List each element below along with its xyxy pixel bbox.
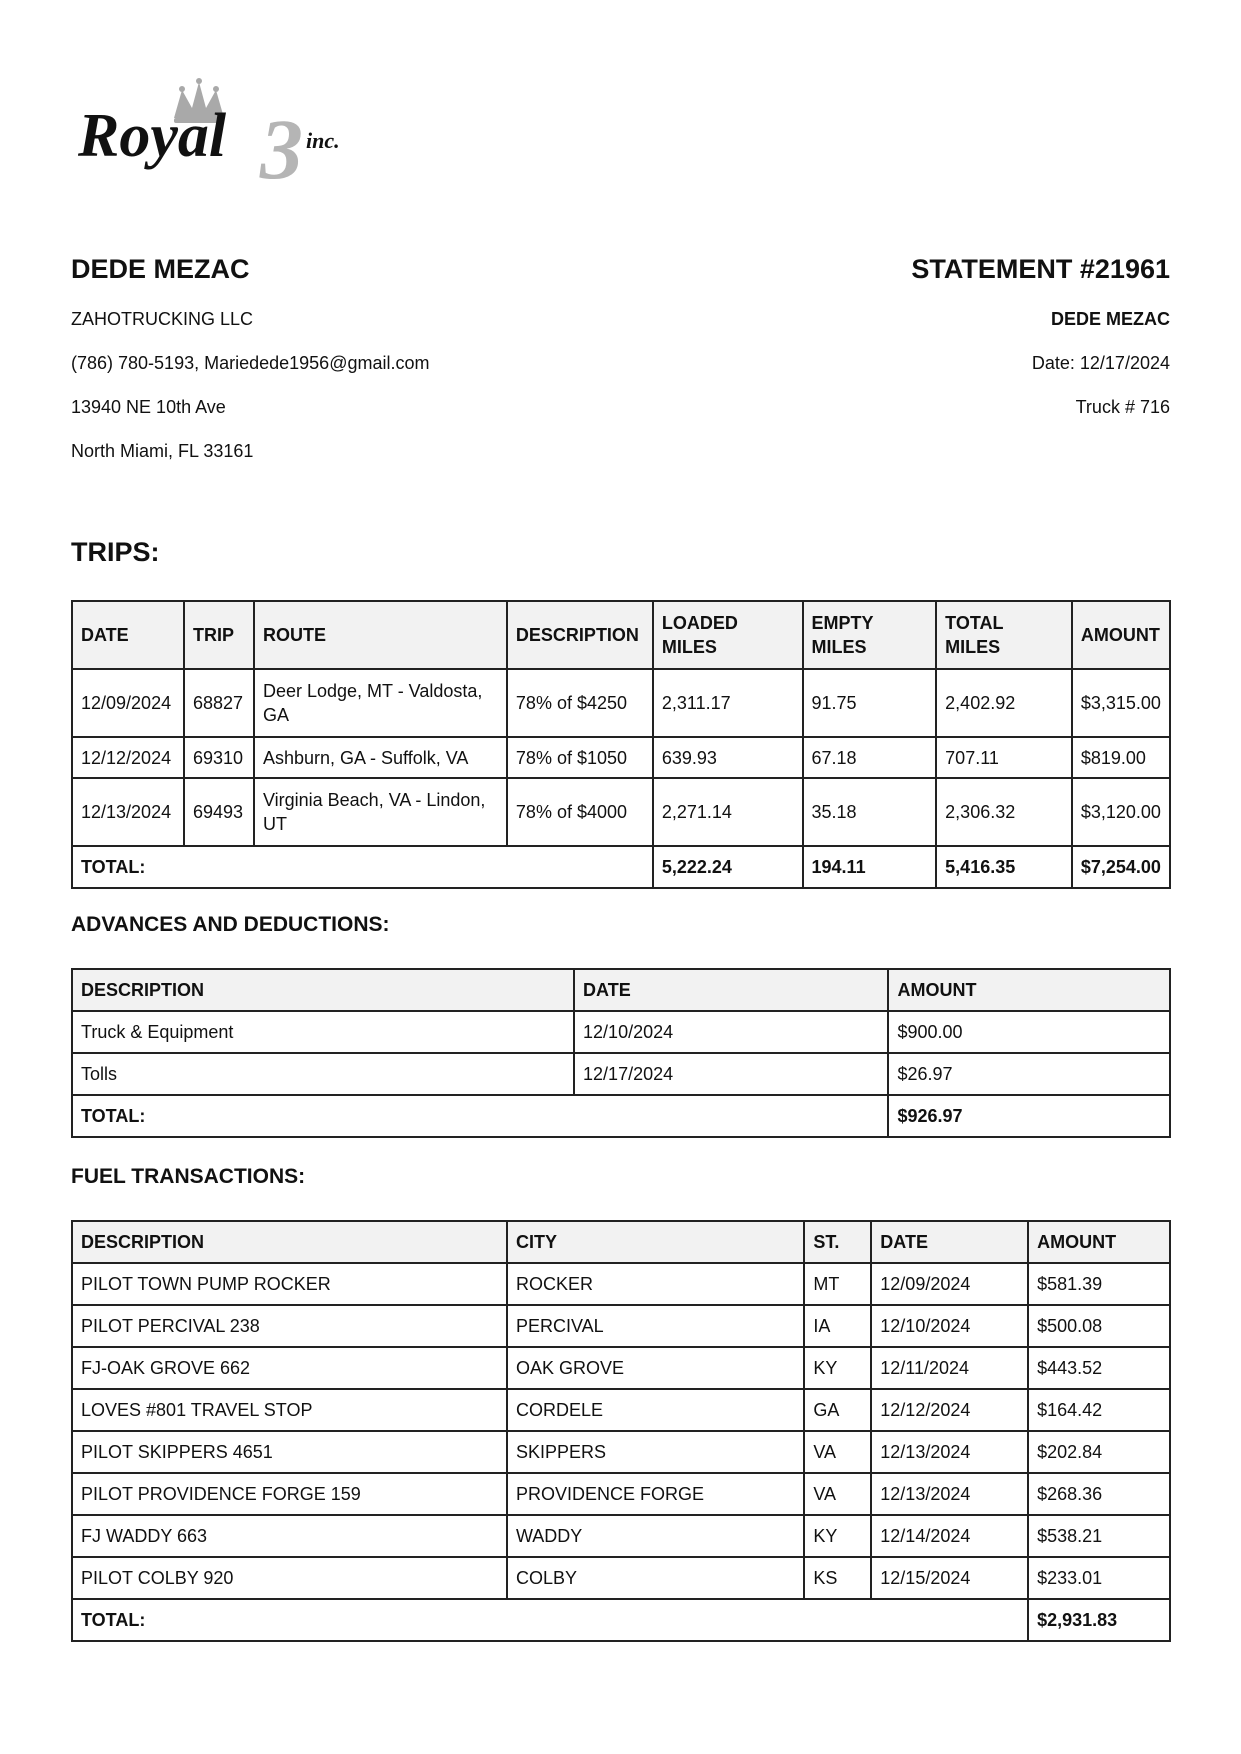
table-row: [72, 1389, 1170, 1431]
fuel-city: PROVIDENCE FORGE: [507, 1473, 804, 1515]
column-header: TRIP: [184, 601, 254, 669]
fuel-amount: $202.84: [1028, 1431, 1170, 1473]
table-header-row: [72, 969, 1170, 1011]
table-row: [72, 1011, 1170, 1053]
total-row: [72, 1095, 1170, 1137]
fuel-date: 12/11/2024: [871, 1347, 1028, 1389]
trip-route: Ashburn, GA - Suffolk, VA: [254, 737, 507, 778]
table-header-row: [72, 601, 1170, 669]
fuel-table: [71, 1220, 1171, 1642]
statement-info: [610, 252, 1170, 418]
table-row: [72, 1431, 1170, 1473]
total-row: [72, 1599, 1170, 1641]
fuel-city: SKIPPERS: [507, 1431, 804, 1473]
driver-address-line2: North Miami, FL 33161: [71, 441, 254, 461]
trip-description: 78% of $4250: [507, 669, 653, 737]
fuel-city: WADDY: [507, 1515, 804, 1557]
fuel-description: PILOT SKIPPERS 4651: [72, 1431, 507, 1473]
total-empty-miles: 194.11: [803, 846, 937, 888]
column-header: DESCRIPTION: [72, 1221, 507, 1263]
table-row: [72, 1473, 1170, 1515]
statement-date: Date: 12/17/2024: [1031, 353, 1170, 373]
trip-amount: $819.00: [1072, 737, 1170, 778]
advance-date: 12/17/2024: [574, 1053, 888, 1095]
total-label: TOTAL:: [72, 846, 653, 888]
fuel-amount: $164.42: [1028, 1389, 1170, 1431]
trip-loaded-miles: 2,311.17: [653, 669, 803, 737]
total-label: TOTAL:: [72, 1095, 888, 1137]
fuel-description: LOVES #801 TRAVEL STOP: [72, 1389, 507, 1431]
trip-number: 69310: [184, 737, 254, 778]
fuel-city: ROCKER: [507, 1263, 804, 1305]
trip-total-miles: 707.11: [936, 737, 1072, 778]
svg-text:3: 3: [260, 101, 303, 193]
fuel-date: 12/15/2024: [871, 1557, 1028, 1599]
fuel-city: COLBY: [507, 1557, 804, 1599]
driver-company: ZAHOTRUCKING LLC: [71, 309, 254, 329]
column-header: ST.: [804, 1221, 871, 1263]
fuel-description: PILOT COLBY 920: [72, 1557, 507, 1599]
column-header: LOADED MILES: [653, 601, 803, 669]
svg-text:inc.: inc.: [306, 128, 340, 153]
svg-text:Royal: Royal: [78, 102, 227, 170]
table-row: [72, 1305, 1170, 1347]
statement-truck: Truck # 716: [1075, 397, 1170, 417]
trip-amount: $3,315.00: [1072, 669, 1170, 737]
trip-number: 69493: [184, 778, 254, 846]
fuel-heading: FUEL TRANSACTIONS:: [71, 1165, 306, 1188]
fuel-description: PILOT PERCIVAL 238: [72, 1305, 507, 1347]
fuel-amount: $443.52: [1028, 1347, 1170, 1389]
fuel-date: 12/13/2024: [871, 1431, 1028, 1473]
column-header: AMOUNT: [1072, 601, 1170, 669]
trip-loaded-miles: 639.93: [653, 737, 803, 778]
fuel-description: FJ-OAK GROVE 662: [72, 1347, 507, 1389]
trip-total-miles: 2,306.32: [936, 778, 1072, 846]
column-header: AMOUNT: [1028, 1221, 1170, 1263]
total-miles: 5,416.35: [936, 846, 1072, 888]
total-amount: $926.97: [888, 1095, 1170, 1137]
total-label: TOTAL:: [72, 1599, 1028, 1641]
advances-heading: ADVANCES AND DEDUCTIONS:: [71, 913, 390, 936]
fuel-city: OAK GROVE: [507, 1347, 804, 1389]
column-header: DATE: [574, 969, 888, 1011]
column-header: DESCRIPTION: [72, 969, 574, 1011]
statement-title: STATEMENT #21961: [911, 254, 1170, 284]
trip-route: Virginia Beach, VA - Lindon, UT: [254, 778, 507, 846]
trip-empty-miles: 67.18: [803, 737, 937, 778]
fuel-state: KY: [804, 1515, 871, 1557]
table-row: [72, 1515, 1170, 1557]
advances-table: [71, 968, 1171, 1138]
table-row: [72, 737, 1170, 778]
trip-empty-miles: 35.18: [803, 778, 937, 846]
trip-description: 78% of $4000: [507, 778, 653, 846]
fuel-state: GA: [804, 1389, 871, 1431]
trip-date: 12/09/2024: [72, 669, 184, 737]
fuel-description: PILOT PROVIDENCE FORGE 159: [72, 1473, 507, 1515]
driver-info: [71, 252, 631, 462]
trip-loaded-miles: 2,271.14: [653, 778, 803, 846]
column-header: DATE: [871, 1221, 1028, 1263]
fuel-state: MT: [804, 1263, 871, 1305]
royal-3-logo-graphic: [78, 78, 388, 193]
fuel-date: 12/12/2024: [871, 1389, 1028, 1431]
fuel-date: 12/10/2024: [871, 1305, 1028, 1347]
fuel-amount: $500.08: [1028, 1305, 1170, 1347]
trips-heading: TRIPS:: [71, 537, 160, 567]
fuel-description: PILOT TOWN PUMP ROCKER: [72, 1263, 507, 1305]
table-row: [72, 778, 1170, 846]
fuel-amount: $538.21: [1028, 1515, 1170, 1557]
column-header: TOTAL MILES: [936, 601, 1072, 669]
fuel-amount: $581.39: [1028, 1263, 1170, 1305]
advance-date: 12/10/2024: [574, 1011, 888, 1053]
fuel-date: 12/09/2024: [871, 1263, 1028, 1305]
advance-amount: $26.97: [888, 1053, 1170, 1095]
column-header: ROUTE: [254, 601, 507, 669]
trip-empty-miles: 91.75: [803, 669, 937, 737]
total-loaded-miles: 5,222.24: [653, 846, 803, 888]
fuel-description: FJ WADDY 663: [72, 1515, 507, 1557]
column-header: CITY: [507, 1221, 804, 1263]
fuel-date: 12/13/2024: [871, 1473, 1028, 1515]
fuel-date: 12/14/2024: [871, 1515, 1028, 1557]
advance-description: Tolls: [72, 1053, 574, 1095]
table-header-row: [72, 1221, 1170, 1263]
fuel-city: CORDELE: [507, 1389, 804, 1431]
driver-address-line1: 13940 NE 10th Ave: [71, 397, 226, 417]
advance-description: Truck & Equipment: [72, 1011, 574, 1053]
total-amount: $2,931.83: [1028, 1599, 1170, 1641]
total-amount: $7,254.00: [1072, 846, 1170, 888]
table-row: [72, 1263, 1170, 1305]
trip-route: Deer Lodge, MT - Valdosta, GA: [254, 669, 507, 737]
column-header: AMOUNT: [888, 969, 1170, 1011]
fuel-state: VA: [804, 1431, 871, 1473]
trip-total-miles: 2,402.92: [936, 669, 1072, 737]
fuel-city: PERCIVAL: [507, 1305, 804, 1347]
fuel-state: KY: [804, 1347, 871, 1389]
driver-contact: (786) 780-5193, Mariedede1956@gmail.com: [71, 353, 430, 373]
driver-name: DEDE MEZAC: [71, 254, 250, 284]
fuel-amount: $268.36: [1028, 1473, 1170, 1515]
table-row: [72, 1557, 1170, 1599]
trip-description: 78% of $1050: [507, 737, 653, 778]
trip-date: 12/12/2024: [72, 737, 184, 778]
trip-number: 68827: [184, 669, 254, 737]
trip-date: 12/13/2024: [72, 778, 184, 846]
table-row: [72, 1053, 1170, 1095]
table-row: [72, 669, 1170, 737]
fuel-state: KS: [804, 1557, 871, 1599]
column-header: EMPTY MILES: [803, 601, 937, 669]
advance-amount: $900.00: [888, 1011, 1170, 1053]
fuel-amount: $233.01: [1028, 1557, 1170, 1599]
column-header: DESCRIPTION: [507, 601, 653, 669]
total-row: [72, 846, 1170, 888]
company-logo: [78, 78, 388, 193]
fuel-state: VA: [804, 1473, 871, 1515]
fuel-state: IA: [804, 1305, 871, 1347]
trip-amount: $3,120.00: [1072, 778, 1170, 846]
table-row: [72, 1347, 1170, 1389]
trips-table: [71, 600, 1171, 889]
statement-name: DEDE MEZAC: [1050, 309, 1170, 329]
column-header: DATE: [72, 601, 184, 669]
